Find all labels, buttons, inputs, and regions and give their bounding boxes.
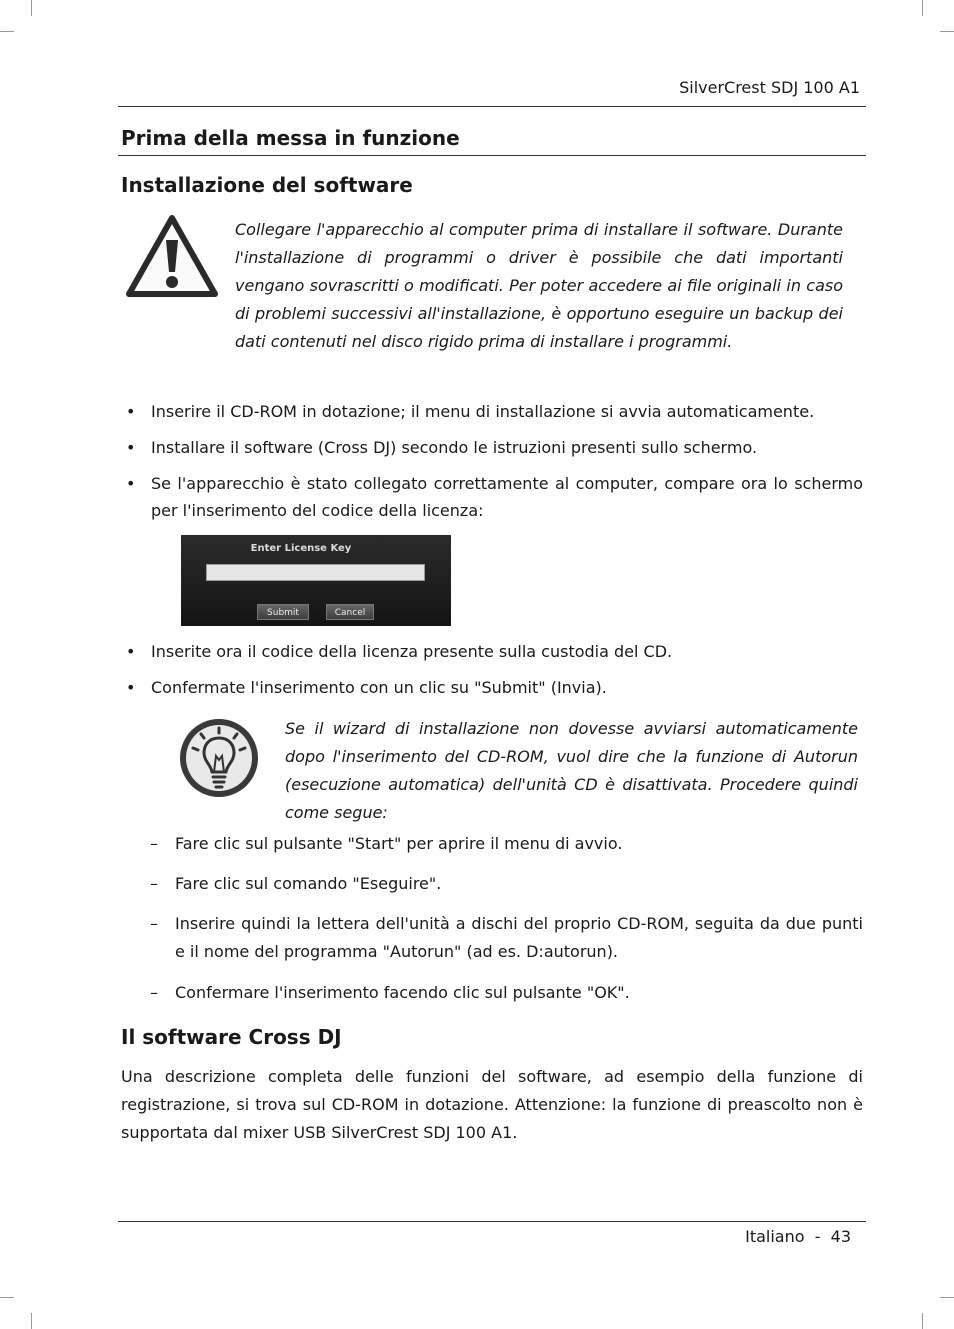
list-item (126, 398, 863, 425)
tip-text: Se il wizard di installazione non dovesse avviarsi automaticamente dopo l'inserimento del CD-ROM, vuol dire che la funzione di Autorun (esecuzione automatica) dell'unità CD è disattivata. Procedere quindi come segue: (285, 719, 858, 822)
bullet-mark: • (126, 678, 136, 697)
list-item-text: Confermate l'inserimento con un clic su "Submit" (Invia). (151, 678, 607, 697)
crop-mark (922, 1313, 923, 1329)
footer-rule (118, 1221, 866, 1222)
crop-mark (0, 1297, 14, 1298)
license-steps-list (126, 638, 863, 701)
bullet-mark: • (126, 642, 136, 661)
section-rule (118, 155, 866, 156)
dash-mark: – (150, 914, 158, 933)
list-item (150, 979, 863, 1006)
dash-mark: – (150, 834, 158, 853)
dash-mark: – (150, 983, 158, 1002)
list-item (126, 674, 863, 701)
crop-mark (31, 1313, 32, 1329)
header-model: SilverCrest SDJ 100 A1 (679, 78, 860, 97)
list-item-text: Installare il software (Cross DJ) secondo le istruzioni presenti sullo schermo. (151, 438, 758, 457)
subsection-title: Installazione del software (121, 173, 413, 197)
list-item (150, 830, 863, 857)
list-item-text: Inserire quindi la lettera dell'unità a dischi del proprio CD-ROM, seguita da due punti e il nome del programma "Autorun" (ad es. D:autorun). (175, 914, 863, 961)
license-key-dialog (181, 535, 451, 626)
warning-triangle-icon (125, 214, 219, 298)
list-item-text: Fare clic sul comando "Eseguire". (175, 874, 442, 893)
lightbulb-icon (178, 716, 260, 800)
dash-mark: – (150, 874, 158, 893)
list-item-text: Inserire il CD-ROM in dotazione; il menu di installazione si avvia automaticamente. (151, 402, 815, 421)
crop-mark (922, 0, 923, 16)
list-item (150, 910, 863, 966)
crop-mark (0, 31, 14, 32)
page-number: 43 (830, 1227, 851, 1246)
crop-mark (31, 0, 32, 16)
software-description: Una descrizione completa delle funzioni del software, ad esempio della funzione di registrazione, si trova sul CD-ROM in dotazione. Attenzione: la funzione di preascolto non è supportata dal mixer USB SilverCrest SDJ 100 A1. (121, 1067, 863, 1142)
footer-separator: - (814, 1227, 821, 1246)
bullet-mark: • (126, 438, 136, 457)
section-title: Prima della messa in funzione (121, 126, 460, 150)
submit-button[interactable]: Submit (257, 604, 309, 620)
dialog-title: Enter License Key (250, 543, 352, 554)
cancel-button[interactable]: Cancel (326, 604, 374, 620)
list-item-text: Fare clic sul pulsante "Start" per aprire il menu di avvio. (175, 834, 623, 853)
crop-mark (940, 31, 954, 32)
list-item-text: Inserite ora il codice della licenza presente sulla custodia del CD. (151, 642, 673, 661)
list-item (150, 870, 863, 897)
crop-mark (940, 1297, 954, 1298)
warning-text: Collegare l'apparecchio al computer prima di installare il software. Durante l'installazione di programmi o driver è possibile che dati importanti vengano sovrascritti o modificati. Per poter accedere ai file originali in caso di problemi successivi all'installazione, è opportuno eseguire un backup dei dati contenuti nel disco rigido prima di installare i programmi. (235, 220, 843, 351)
software-section-title: Il software Cross DJ (121, 1025, 342, 1049)
install-steps-list (126, 398, 863, 524)
autorun-steps-list (150, 830, 863, 1006)
list-item (126, 470, 863, 524)
list-item-text: Se l'apparecchio è stato collegato correttamente al computer, compare ora lo schermo per l'inserimento del codice della licenza: (151, 474, 863, 520)
list-item-text: Confermare l'inserimento facendo clic sul pulsante "OK". (175, 983, 630, 1002)
header-rule (118, 106, 866, 107)
license-key-input[interactable] (206, 564, 425, 581)
list-item (126, 434, 863, 461)
page-footer (745, 1227, 851, 1246)
footer-language: Italiano (745, 1227, 805, 1246)
bullet-mark: • (126, 474, 136, 493)
list-item (126, 638, 863, 665)
bullet-mark: • (126, 402, 136, 421)
